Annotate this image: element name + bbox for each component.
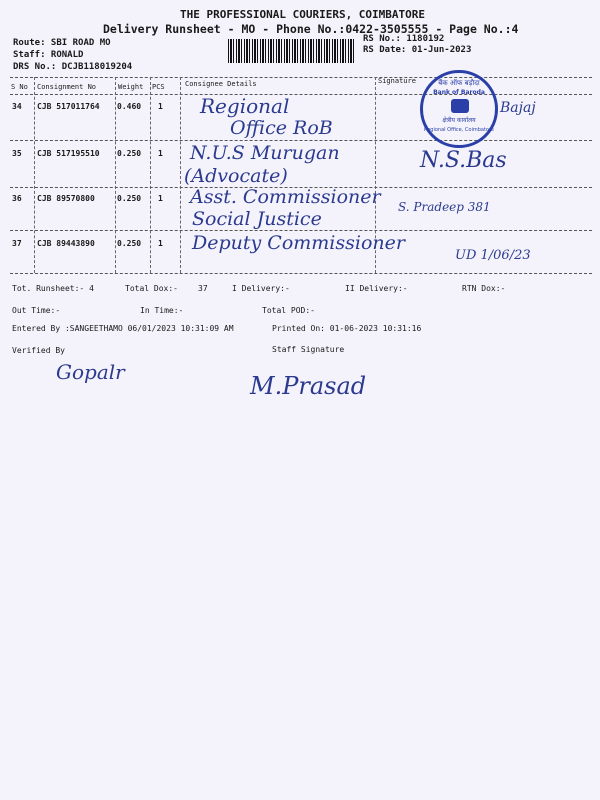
- column-divider: [115, 77, 116, 273]
- stamp-text: Regional Office, Coimbatore: [423, 127, 495, 133]
- column-divider: [180, 77, 181, 273]
- entered-by: Entered By :SANGEETHAMO 06/01/2023 10:31:09 AM: [12, 324, 234, 333]
- row-sno: 34: [12, 102, 22, 111]
- row-pcs: 1: [158, 239, 163, 248]
- row-consignee-handwritten: Social Justice: [192, 208, 322, 230]
- total-dox-value: 37: [198, 284, 208, 293]
- row-consignment: CJB 89570800: [37, 194, 95, 203]
- row-consignment: CJB 517011764: [37, 102, 100, 111]
- printed-on: Printed On: 01-06-2023 10:31:16: [272, 324, 422, 333]
- verified-signature-handwritten: Gopalr: [56, 360, 125, 384]
- rs-number: RS No.: 1180192: [363, 34, 445, 44]
- row-sno: 35: [12, 149, 22, 158]
- staff-signature-handwritten: M.Prasad: [250, 372, 367, 400]
- row-pcs: 1: [158, 102, 163, 111]
- out-time: Out Time:-: [12, 306, 61, 315]
- row-consignee-handwritten: Regional: [200, 94, 290, 118]
- rs-date: RS Date: 01-Jun-2023: [363, 45, 472, 55]
- route-label: Route: SBI ROAD MO: [13, 38, 111, 48]
- row-consignee-handwritten: Asst. Commissioner: [190, 186, 381, 208]
- stamp-text: बैंक ऑफ बड़ौदा: [438, 79, 480, 87]
- row-sno: 36: [12, 194, 22, 203]
- row-pcs: 1: [158, 149, 163, 158]
- runsheet-title: Delivery Runsheet - MO - Phone No.:0422-3505555 - Page No.:4: [103, 22, 519, 36]
- row-consignee-handwritten: (Advocate): [184, 165, 288, 187]
- i-delivery: I Delivery:-: [232, 284, 290, 293]
- column-header-pcs: PCS: [152, 83, 165, 91]
- row-divider: [10, 230, 592, 231]
- table-bottom-rule: [10, 273, 592, 274]
- row-weight: 0.250: [117, 194, 142, 203]
- column-divider: [34, 77, 35, 273]
- column-header-consignee: Consignee Details: [185, 80, 257, 88]
- column-divider: [150, 77, 151, 273]
- row-consignment: CJB 89443890: [37, 239, 95, 248]
- total-runsheet: Tot. Runsheet:- 4: [12, 284, 94, 293]
- barcode-image: [228, 39, 356, 63]
- row-sno: 37: [12, 239, 22, 248]
- bank-stamp: [420, 70, 498, 148]
- table-header-rule: [10, 94, 592, 95]
- in-time: In Time:-: [140, 306, 184, 315]
- drs-number: DRS No.: DCJB118019204: [13, 62, 133, 72]
- total-dox-label: Total Dox:-: [125, 284, 178, 293]
- column-header-signature: Signature: [378, 77, 416, 85]
- bank-logo-icon: [451, 99, 469, 113]
- row-signature-handwritten: N.S.Bas: [420, 148, 507, 173]
- staff-signature-label: Staff Signature: [272, 345, 345, 354]
- company-title: THE PROFESSIONAL COURIERS, COIMBATORE: [180, 8, 426, 21]
- row-consignee-handwritten: N.U.S Murugan: [190, 142, 340, 164]
- row-signature-handwritten: S. Pradeep 381: [398, 200, 491, 214]
- row-signature-handwritten: UD 1/06/23: [455, 248, 531, 263]
- row-pcs: 1: [158, 194, 163, 203]
- table-top-rule: [10, 77, 592, 78]
- row-divider: [10, 140, 592, 141]
- stamp-text: क्षेत्रीय कार्यालय: [442, 117, 476, 124]
- ii-delivery: II Delivery:-: [345, 284, 408, 293]
- row-weight: 0.460: [117, 102, 142, 111]
- staff-label: Staff: RONALD: [13, 50, 84, 60]
- row-weight: 0.250: [117, 239, 142, 248]
- total-pod: Total POD:-: [262, 306, 315, 315]
- column-header-sno: S No: [11, 83, 28, 91]
- column-header-consignment: Consignment No: [37, 83, 97, 91]
- row-consignee-handwritten: Deputy Commissioner: [192, 232, 405, 254]
- row-consignment: CJB 517195510: [37, 149, 100, 158]
- rtn-dox: RTN Dox:-: [462, 284, 506, 293]
- stamp-text: Bank of Baroda: [433, 89, 485, 96]
- row-consignee-handwritten: Office RoB: [230, 117, 333, 139]
- verified-by-label: Verified By: [12, 346, 65, 355]
- row-signature-handwritten: Bajaj: [500, 100, 536, 116]
- column-header-weight: Weight: [118, 83, 144, 91]
- row-weight: 0.250: [117, 149, 142, 158]
